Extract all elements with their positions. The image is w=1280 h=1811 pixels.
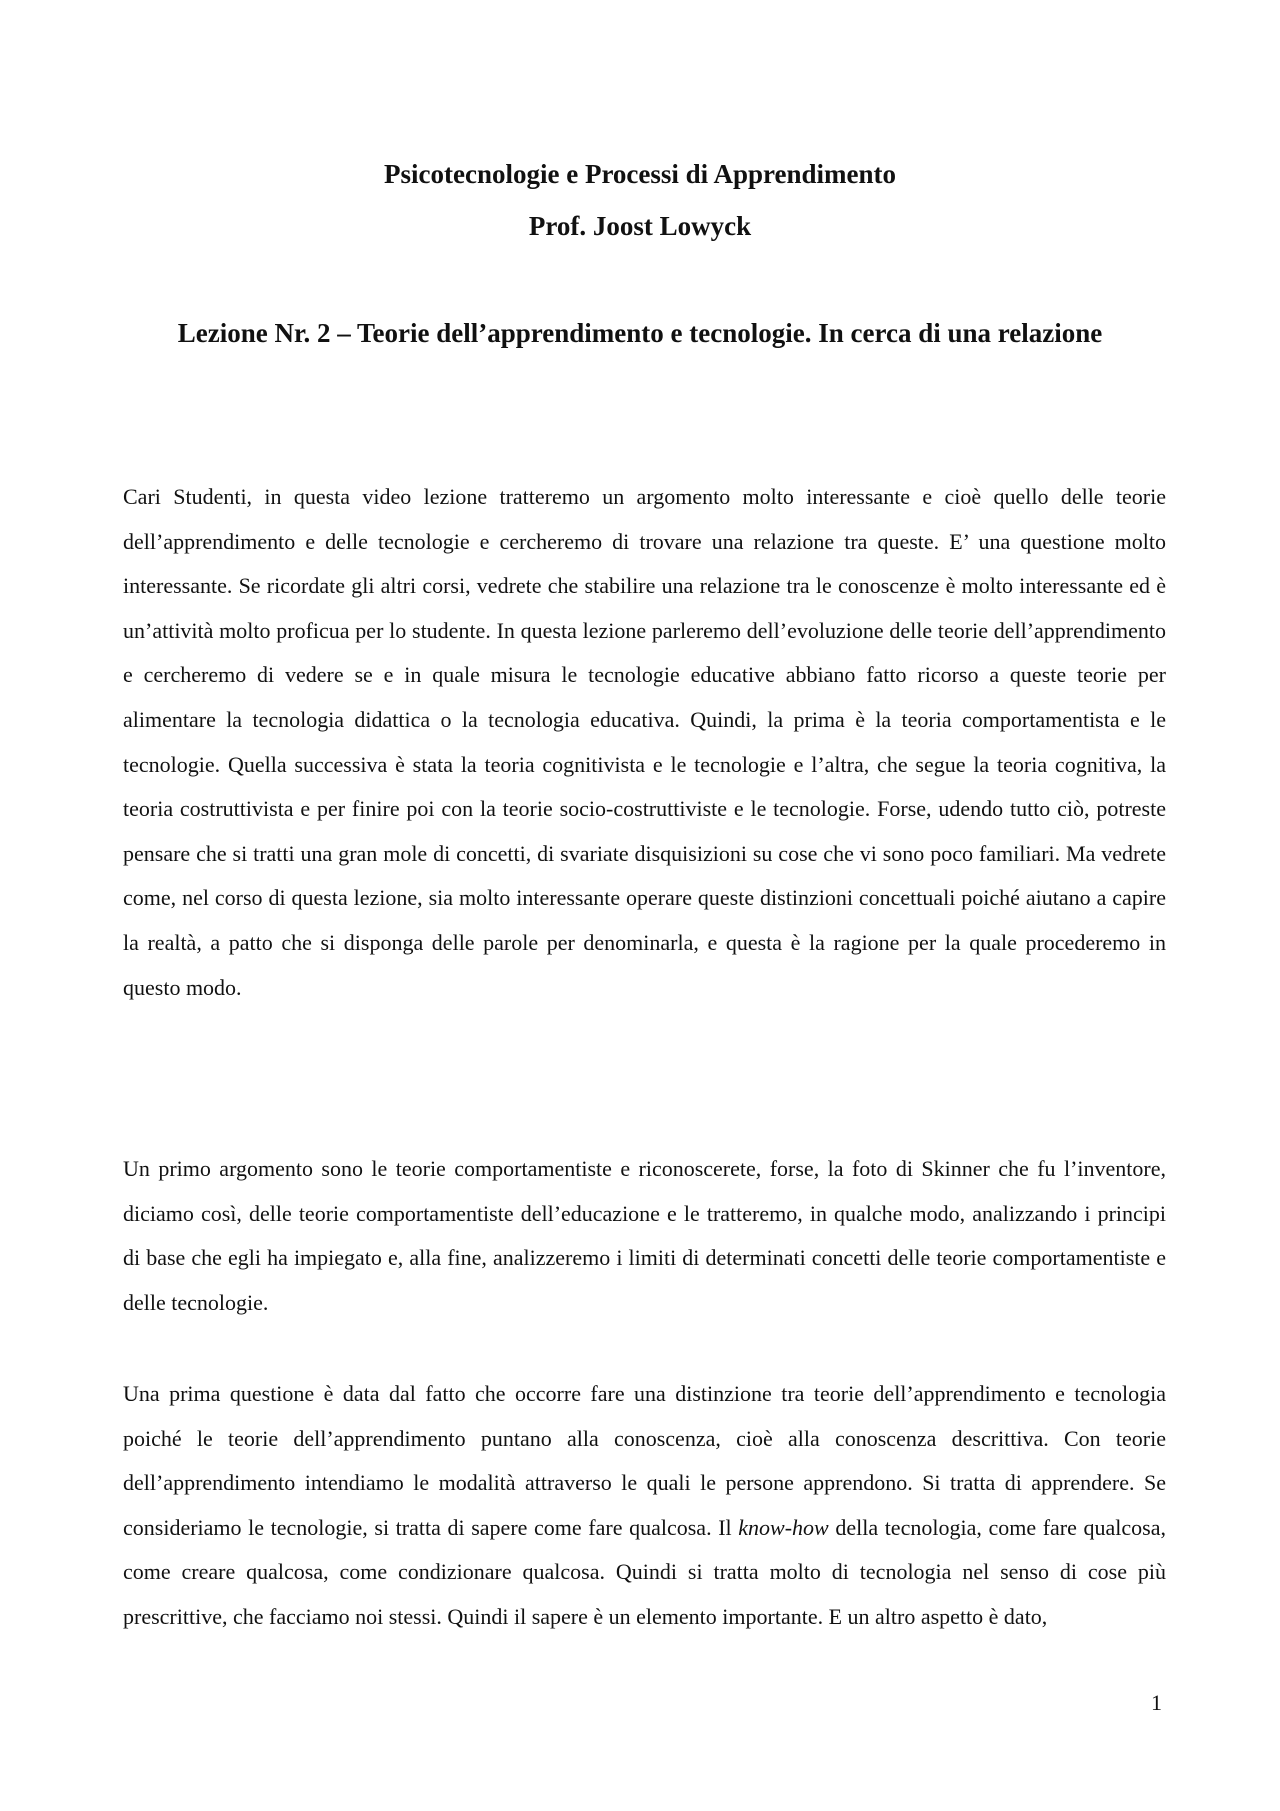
know-how-term: know-how <box>738 1514 829 1540</box>
paragraph-behaviorist-theories: Un primo argomento sono le teorie comportamentiste e riconoscerete, forse, la foto di Skinner che fu l’inventore, diciamo così, delle teorie comportamentiste dell’educazione e le tratteremo, in qualche modo, analizzando i principi di base che egli ha impiegato e, alla fine, analizzeremo i limiti di determinati concetti delle teorie comportamentiste e delle tecnologie. <box>123 1156 1166 1315</box>
paragraph-text-start: Una prima questione è data dal fatto che occorre fare una distinzione tra teorie dell’apprendimento e tecnologia poiché le teorie dell’apprendimento puntano alla conoscenza, cioè alla conoscenza descrittiva. Con teorie dell’apprendimento intendiamo le modalità attraverso le quali le persone apprendono. Si tratta di apprendere. Se consideriamo le tecnologie, si tratta di sapere come fare qualcosa. Il <box>123 1381 1166 1540</box>
professor-name: Prof. Joost Lowyck <box>528 211 752 241</box>
course-title: Psicotecnologie e Processi di Apprendimento <box>384 159 896 189</box>
paragraph-learning-vs-technology <box>123 1372 1166 1640</box>
lesson-title: Lezione Nr. 2 – Teorie dell’apprendimento e tecnologie. In cerca di una relazione <box>177 318 1103 348</box>
paragraph-text-end: della tecnologia, come fare qualcosa, come creare qualcosa, come condizionare qualcosa. Quindi si tratta molto di tecnologia nel senso di cose più prescrittive, che facciamo noi stessi. Quindi il sapere è un elemento importante. E un altro aspetto è dato, <box>123 1514 1166 1629</box>
paragraph-introduction: Cari Studenti, in questa video lezione tratteremo un argomento molto interessante e cioè quello delle teorie dell’apprendimento e delle tecnologie e cercheremo di trovare una relazione tra queste. E’ una questione molto interessante. Se ricordate gli altri corsi, vedrete che stabilire una relazione tra le conoscenze è molto interessante ed è un’attività molto proficua per lo studente. In questa lezione parleremo dell’evoluzione delle teorie dell’apprendimento e cercheremo di vedere se e in quale misura le tecnologie educative abbiano fatto ricorso a queste teorie per alimentare la tecnologia didattica o la tecnologia educativa. Quindi, la prima è la teoria comportamentista e le tecnologie. Quella successiva è stata la teoria cognitivista e le tecnologie e l’altra, che segue la teoria cognitiva, la teoria costruttivista e per finire poi con la teorie socio-costruttiviste e le tecnologie. Forse, udendo tutto ciò, potreste pensare che si tratti una gran mole di concetti, di svariate disquisizioni su cose che vi sono poco familiari. Ma vedrete come, nel corso di questa lezione, sia molto interessante operare queste distinzioni concettuali poiché aiutano a capire la realtà, a patto che si disponga delle parole per denominarla, e questa è la ragione per la quale procederemo in questo modo. <box>123 484 1166 1000</box>
page-number: 1 <box>1151 1690 1162 1715</box>
